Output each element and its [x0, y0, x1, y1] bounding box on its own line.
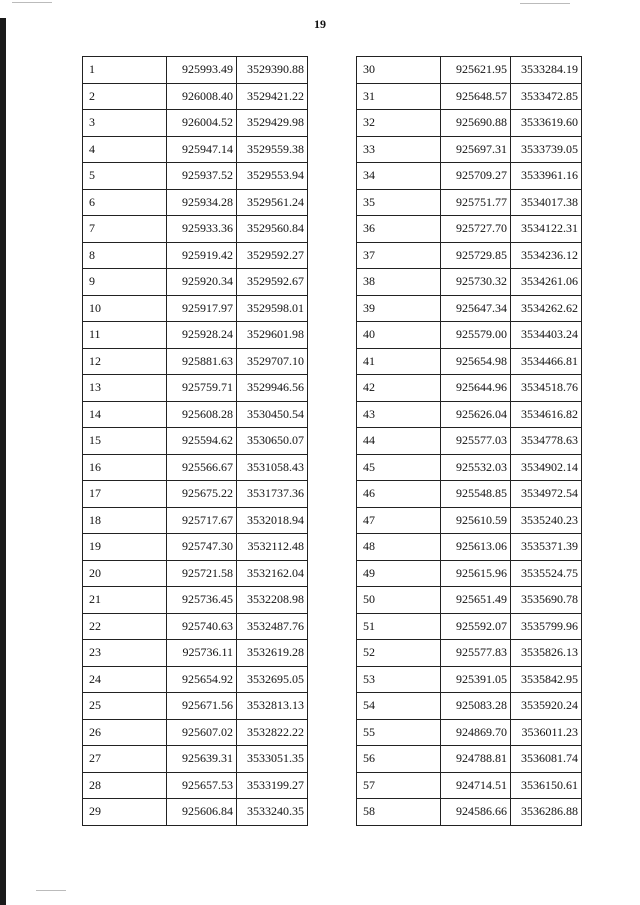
point-number-cell: 48: [357, 534, 441, 561]
point-number-cell: 15: [83, 428, 167, 455]
point-number-cell: 44: [357, 428, 441, 455]
y-coordinate-cell: 3529598.01: [237, 295, 308, 322]
x-coordinate-cell: 925644.96: [441, 375, 511, 402]
point-number-cell: 47: [357, 507, 441, 534]
table-row: [357, 746, 582, 773]
point-number-cell: 20: [83, 560, 167, 587]
y-coordinate-cell: 3534122.31: [511, 216, 582, 243]
x-coordinate-cell: 925594.62: [167, 428, 237, 455]
y-coordinate-cell: 3529601.98: [237, 322, 308, 349]
y-coordinate-cell: 3529390.88: [237, 57, 308, 84]
table-row: [83, 401, 308, 428]
y-coordinate-cell: 3529946.56: [237, 375, 308, 402]
x-coordinate-cell: 925657.53: [167, 772, 237, 799]
table-row: [83, 216, 308, 243]
y-coordinate-cell: 3534236.12: [511, 242, 582, 269]
y-coordinate-cell: 3533961.16: [511, 163, 582, 190]
y-coordinate-cell: 3532162.04: [237, 560, 308, 587]
table-row: [83, 83, 308, 110]
x-coordinate-cell: 925626.04: [441, 401, 511, 428]
point-number-cell: 12: [83, 348, 167, 375]
point-number-cell: 23: [83, 640, 167, 667]
y-coordinate-cell: 3533619.60: [511, 110, 582, 137]
x-coordinate-cell: 925740.63: [167, 613, 237, 640]
point-number-cell: 53: [357, 666, 441, 693]
x-coordinate-cell: 925651.49: [441, 587, 511, 614]
y-coordinate-cell: 3532018.94: [237, 507, 308, 534]
x-coordinate-cell: 925607.02: [167, 719, 237, 746]
y-coordinate-cell: 3533739.05: [511, 136, 582, 163]
x-coordinate-cell: 925697.31: [441, 136, 511, 163]
y-coordinate-cell: 3533240.35: [237, 799, 308, 826]
table-row: [83, 110, 308, 137]
point-number-cell: 36: [357, 216, 441, 243]
x-coordinate-cell: 925727.70: [441, 216, 511, 243]
scan-speck: [520, 3, 570, 4]
x-coordinate-cell: 925937.52: [167, 163, 237, 190]
table-row: [83, 666, 308, 693]
scan-edge-bar: [0, 18, 6, 905]
x-coordinate-cell: 925654.92: [167, 666, 237, 693]
x-coordinate-cell: 924714.51: [441, 772, 511, 799]
x-coordinate-cell: 925928.24: [167, 322, 237, 349]
table-row: [83, 534, 308, 561]
table-row: [357, 613, 582, 640]
scan-speck: [12, 2, 52, 3]
table-row: [83, 507, 308, 534]
table-row: [357, 216, 582, 243]
y-coordinate-cell: 3532112.48: [237, 534, 308, 561]
y-coordinate-cell: 3533284.19: [511, 57, 582, 84]
x-coordinate-cell: 925917.97: [167, 295, 237, 322]
table-row: [83, 693, 308, 720]
point-number-cell: 22: [83, 613, 167, 640]
point-number-cell: 34: [357, 163, 441, 190]
scan-speck: [36, 890, 66, 891]
table-row: [83, 613, 308, 640]
y-coordinate-cell: 3529707.10: [237, 348, 308, 375]
x-coordinate-cell: 925759.71: [167, 375, 237, 402]
table-row: [83, 428, 308, 455]
y-coordinate-cell: 3535826.13: [511, 640, 582, 667]
point-number-cell: 8: [83, 242, 167, 269]
x-coordinate-cell: 925881.63: [167, 348, 237, 375]
point-number-cell: 30: [357, 57, 441, 84]
y-coordinate-cell: 3529421.22: [237, 83, 308, 110]
y-coordinate-cell: 3533051.35: [237, 746, 308, 773]
x-coordinate-cell: 926008.40: [167, 83, 237, 110]
table-row: [83, 295, 308, 322]
table-row: [357, 163, 582, 190]
point-number-cell: 29: [83, 799, 167, 826]
y-coordinate-cell: 3531737.36: [237, 481, 308, 508]
point-number-cell: 46: [357, 481, 441, 508]
y-coordinate-cell: 3535842.95: [511, 666, 582, 693]
table-row: [357, 640, 582, 667]
x-coordinate-cell: 925083.28: [441, 693, 511, 720]
x-coordinate-cell: 925648.57: [441, 83, 511, 110]
point-number-cell: 40: [357, 322, 441, 349]
table-row: [357, 110, 582, 137]
y-coordinate-cell: 3532619.28: [237, 640, 308, 667]
y-coordinate-cell: 3536286.88: [511, 799, 582, 826]
table-row: [83, 719, 308, 746]
x-coordinate-cell: 925690.88: [441, 110, 511, 137]
table-row: [357, 587, 582, 614]
x-coordinate-cell: 925548.85: [441, 481, 511, 508]
point-number-cell: 35: [357, 189, 441, 216]
table-row: [357, 295, 582, 322]
y-coordinate-cell: 3535690.78: [511, 587, 582, 614]
point-number-cell: 55: [357, 719, 441, 746]
x-coordinate-cell: 925577.03: [441, 428, 511, 455]
x-coordinate-cell: 925736.45: [167, 587, 237, 614]
table-row: [83, 454, 308, 481]
point-number-cell: 21: [83, 587, 167, 614]
y-coordinate-cell: 3534778.63: [511, 428, 582, 455]
y-coordinate-cell: 3529560.84: [237, 216, 308, 243]
y-coordinate-cell: 3532813.13: [237, 693, 308, 720]
point-number-cell: 57: [357, 772, 441, 799]
x-coordinate-cell: 924586.66: [441, 799, 511, 826]
x-coordinate-cell: 926004.52: [167, 110, 237, 137]
x-coordinate-cell: 925621.95: [441, 57, 511, 84]
y-coordinate-cell: 3533199.27: [237, 772, 308, 799]
point-number-cell: 51: [357, 613, 441, 640]
table-row: [357, 189, 582, 216]
table-row: [83, 640, 308, 667]
x-coordinate-cell: 925729.85: [441, 242, 511, 269]
y-coordinate-cell: 3535920.24: [511, 693, 582, 720]
table-row: [357, 401, 582, 428]
table-row: [83, 136, 308, 163]
table-row: [83, 587, 308, 614]
table-row: [83, 163, 308, 190]
x-coordinate-cell: 925675.22: [167, 481, 237, 508]
y-coordinate-cell: 3533472.85: [511, 83, 582, 110]
y-coordinate-cell: 3534017.38: [511, 189, 582, 216]
point-number-cell: 58: [357, 799, 441, 826]
table-row: [83, 799, 308, 826]
point-number-cell: 17: [83, 481, 167, 508]
table-row: [357, 428, 582, 455]
x-coordinate-cell: 925577.83: [441, 640, 511, 667]
point-number-cell: 10: [83, 295, 167, 322]
y-coordinate-cell: 3534403.24: [511, 322, 582, 349]
point-number-cell: 4: [83, 136, 167, 163]
point-number-cell: 1: [83, 57, 167, 84]
coordinates-table-left: [82, 56, 308, 826]
y-coordinate-cell: 3535799.96: [511, 613, 582, 640]
x-coordinate-cell: 925730.32: [441, 269, 511, 296]
table-row: [83, 57, 308, 84]
point-number-cell: 9: [83, 269, 167, 296]
x-coordinate-cell: 925947.14: [167, 136, 237, 163]
y-coordinate-cell: 3534518.76: [511, 375, 582, 402]
point-number-cell: 3: [83, 110, 167, 137]
y-coordinate-cell: 3534261.06: [511, 269, 582, 296]
point-number-cell: 33: [357, 136, 441, 163]
table-row: [83, 242, 308, 269]
point-number-cell: 50: [357, 587, 441, 614]
x-coordinate-cell: 925608.28: [167, 401, 237, 428]
table-row: [357, 507, 582, 534]
point-number-cell: 43: [357, 401, 441, 428]
point-number-cell: 14: [83, 401, 167, 428]
x-coordinate-cell: 925747.30: [167, 534, 237, 561]
y-coordinate-cell: 3532822.22: [237, 719, 308, 746]
point-number-cell: 37: [357, 242, 441, 269]
x-coordinate-cell: 925566.67: [167, 454, 237, 481]
table-row: [83, 189, 308, 216]
y-coordinate-cell: 3534902.14: [511, 454, 582, 481]
point-number-cell: 27: [83, 746, 167, 773]
point-number-cell: 39: [357, 295, 441, 322]
point-number-cell: 26: [83, 719, 167, 746]
point-number-cell: 18: [83, 507, 167, 534]
y-coordinate-cell: 3531058.43: [237, 454, 308, 481]
y-coordinate-cell: 3529592.67: [237, 269, 308, 296]
table-row: [83, 746, 308, 773]
table-row: [357, 799, 582, 826]
point-number-cell: 32: [357, 110, 441, 137]
y-coordinate-cell: 3529561.24: [237, 189, 308, 216]
y-coordinate-cell: 3529429.98: [237, 110, 308, 137]
x-coordinate-cell: 925993.49: [167, 57, 237, 84]
table-row: [357, 693, 582, 720]
y-coordinate-cell: 3532487.76: [237, 613, 308, 640]
point-number-cell: 49: [357, 560, 441, 587]
y-coordinate-cell: 3536011.23: [511, 719, 582, 746]
point-number-cell: 56: [357, 746, 441, 773]
table-row: [357, 348, 582, 375]
x-coordinate-cell: 925615.96: [441, 560, 511, 587]
x-coordinate-cell: 925920.34: [167, 269, 237, 296]
point-number-cell: 45: [357, 454, 441, 481]
point-number-cell: 41: [357, 348, 441, 375]
y-coordinate-cell: 3532208.98: [237, 587, 308, 614]
point-number-cell: 38: [357, 269, 441, 296]
page-number: 19: [314, 17, 326, 31]
x-coordinate-cell: 925736.11: [167, 640, 237, 667]
point-number-cell: 24: [83, 666, 167, 693]
point-number-cell: 11: [83, 322, 167, 349]
table-row: [357, 375, 582, 402]
x-coordinate-cell: 925579.00: [441, 322, 511, 349]
x-coordinate-cell: 924788.81: [441, 746, 511, 773]
x-coordinate-cell: 925671.56: [167, 693, 237, 720]
x-coordinate-cell: 925532.03: [441, 454, 511, 481]
y-coordinate-cell: 3534262.62: [511, 295, 582, 322]
point-number-cell: 19: [83, 534, 167, 561]
table-row: [357, 322, 582, 349]
x-coordinate-cell: 925647.34: [441, 295, 511, 322]
x-coordinate-cell: 925654.98: [441, 348, 511, 375]
point-number-cell: 2: [83, 83, 167, 110]
y-coordinate-cell: 3529559.38: [237, 136, 308, 163]
table-row: [357, 57, 582, 84]
point-number-cell: 25: [83, 693, 167, 720]
table-row: [357, 136, 582, 163]
table-row: [83, 481, 308, 508]
x-coordinate-cell: 924869.70: [441, 719, 511, 746]
point-number-cell: 31: [357, 83, 441, 110]
table-row: [357, 560, 582, 587]
y-coordinate-cell: 3534972.54: [511, 481, 582, 508]
x-coordinate-cell: 925592.07: [441, 613, 511, 640]
x-coordinate-cell: 925606.84: [167, 799, 237, 826]
y-coordinate-cell: 3530650.07: [237, 428, 308, 455]
point-number-cell: 6: [83, 189, 167, 216]
x-coordinate-cell: 925717.67: [167, 507, 237, 534]
point-number-cell: 52: [357, 640, 441, 667]
point-number-cell: 42: [357, 375, 441, 402]
table-row: [357, 772, 582, 799]
y-coordinate-cell: 3536150.61: [511, 772, 582, 799]
point-number-cell: 13: [83, 375, 167, 402]
x-coordinate-cell: 925934.28: [167, 189, 237, 216]
point-number-cell: 54: [357, 693, 441, 720]
table-row: [357, 481, 582, 508]
table-row: [357, 83, 582, 110]
x-coordinate-cell: 925639.31: [167, 746, 237, 773]
y-coordinate-cell: 3536081.74: [511, 746, 582, 773]
y-coordinate-cell: 3529553.94: [237, 163, 308, 190]
table-row: [357, 242, 582, 269]
x-coordinate-cell: 925613.06: [441, 534, 511, 561]
table-row: [83, 348, 308, 375]
point-number-cell: 7: [83, 216, 167, 243]
coordinates-table-right: [356, 56, 582, 826]
x-coordinate-cell: 925933.36: [167, 216, 237, 243]
y-coordinate-cell: 3534616.82: [511, 401, 582, 428]
x-coordinate-cell: 925610.59: [441, 507, 511, 534]
x-coordinate-cell: 925751.77: [441, 189, 511, 216]
table-row: [83, 269, 308, 296]
y-coordinate-cell: 3534466.81: [511, 348, 582, 375]
table-row: [357, 534, 582, 561]
y-coordinate-cell: 3535524.75: [511, 560, 582, 587]
table-row: [357, 269, 582, 296]
table-row: [357, 719, 582, 746]
table-row: [83, 375, 308, 402]
point-number-cell: 28: [83, 772, 167, 799]
table-row: [357, 666, 582, 693]
table-row: [357, 454, 582, 481]
y-coordinate-cell: 3535240.23: [511, 507, 582, 534]
y-coordinate-cell: 3532695.05: [237, 666, 308, 693]
y-coordinate-cell: 3535371.39: [511, 534, 582, 561]
x-coordinate-cell: 925391.05: [441, 666, 511, 693]
x-coordinate-cell: 925709.27: [441, 163, 511, 190]
table-row: [83, 772, 308, 799]
y-coordinate-cell: 3530450.54: [237, 401, 308, 428]
x-coordinate-cell: 925919.42: [167, 242, 237, 269]
table-row: [83, 322, 308, 349]
point-number-cell: 16: [83, 454, 167, 481]
x-coordinate-cell: 925721.58: [167, 560, 237, 587]
y-coordinate-cell: 3529592.27: [237, 242, 308, 269]
table-row: [83, 560, 308, 587]
point-number-cell: 5: [83, 163, 167, 190]
